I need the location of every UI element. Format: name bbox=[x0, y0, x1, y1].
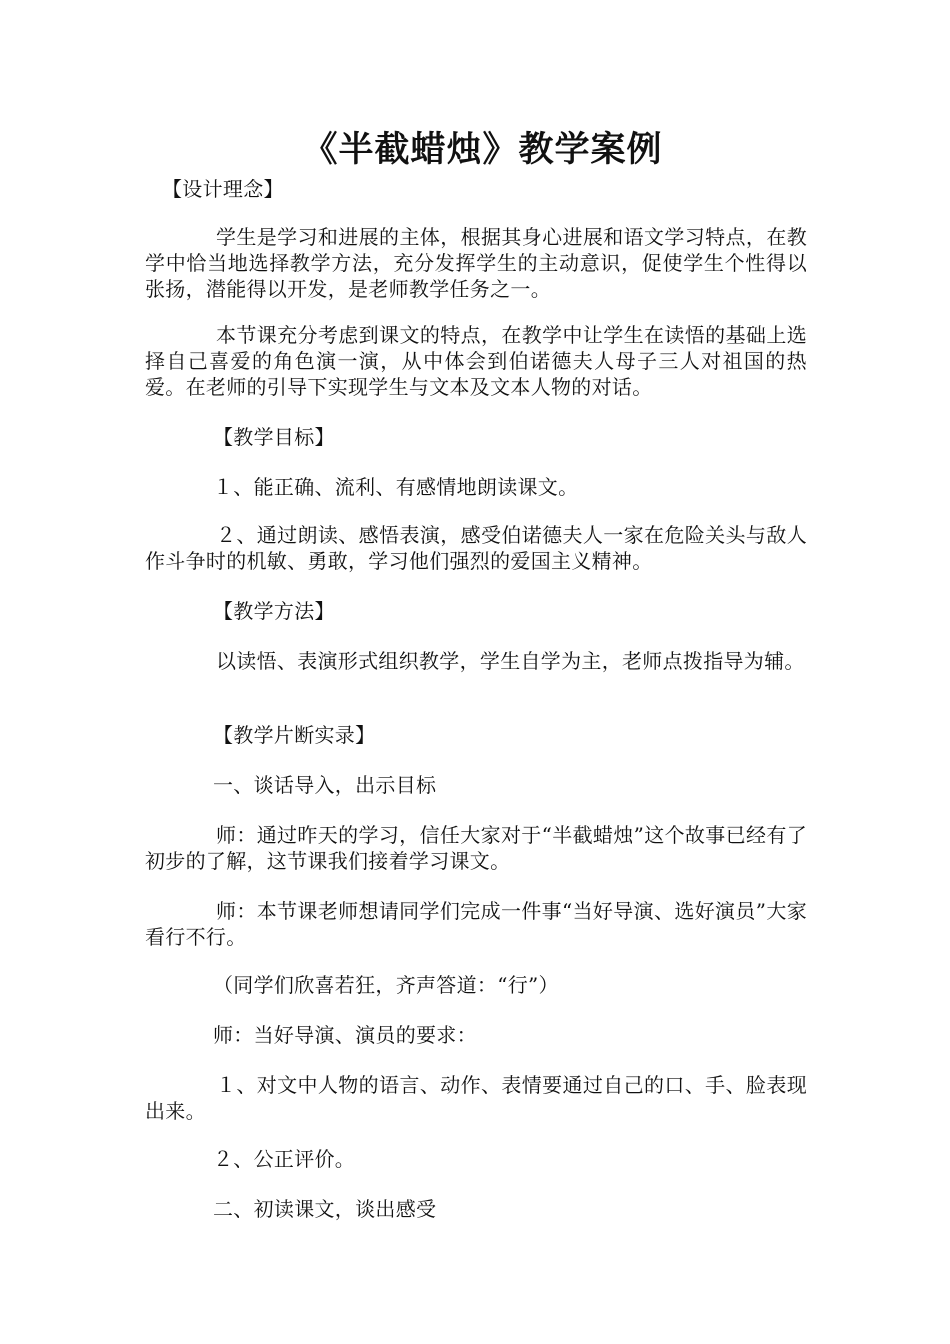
paragraph-design-2: 本节课充分考虑到课文的特点，在教学中让学生在读悟的基础上选择自己喜爱的角色演一演，从中体会到伯诺德夫人母子三人对祖国的热爱。在老师的引导下实现学生与文本及文本人物的对话。 bbox=[145, 323, 807, 399]
paragraph-design-1: 学生是学习和进展的主体，根据其身心进展和语文学习特点，在教学中恰当地选择教学方法，充分发挥学生的主动意识，促使学生个性得以张扬，潜能得以开发，是老师教学任务之一。 bbox=[145, 225, 807, 301]
section-heading-record: 【教学片断实录】 bbox=[213, 723, 376, 747]
requirements-intro: 师：当好导演、演员的要求： bbox=[213, 1023, 477, 1047]
requirement-item-2: ２、公正评价。 bbox=[213, 1147, 356, 1171]
section-heading-goals: 【教学目标】 bbox=[213, 425, 335, 449]
document-title: 《半截蜡烛》教学案例 bbox=[302, 130, 663, 170]
requirement-item-1: １、对文中人物的语言、动作、表情要通过自己的口、手、脸表现出来。 bbox=[145, 1073, 807, 1123]
step-heading-2: 二、初读课文，谈出感受 bbox=[213, 1197, 437, 1221]
step-heading-1: 一、谈话导入，出示目标 bbox=[213, 773, 437, 797]
goal-item-2: ２、通过朗读、感悟表演，感受伯诺德夫人一家在危险关头与敌人作斗争时的机敏、勇敢，学习他们强烈的爱国主义精神。 bbox=[145, 523, 807, 573]
section-heading-methods: 【教学方法】 bbox=[213, 599, 335, 623]
students-response: （同学们欣喜若狂，齐声答道：“行”） bbox=[213, 973, 559, 997]
paragraph-methods: 以读悟、表演形式组织教学，学生自学为主，老师点拨指导为辅。 bbox=[216, 649, 805, 673]
dialogue-paragraph-2: 师：本节课老师想请同学们完成一件事“当好导演、选好演员”大家看行不行。 bbox=[145, 899, 807, 949]
goal-item-1: １、能正确、流利、有感情地朗读课文。 bbox=[213, 475, 579, 499]
section-heading-design: 【设计理念】 bbox=[162, 177, 284, 201]
dialogue-paragraph-1: 师：通过昨天的学习，信任大家对于“半截蜡烛”这个故事已经有了初步的了解，这节课我们接着学习课文。 bbox=[145, 823, 807, 873]
